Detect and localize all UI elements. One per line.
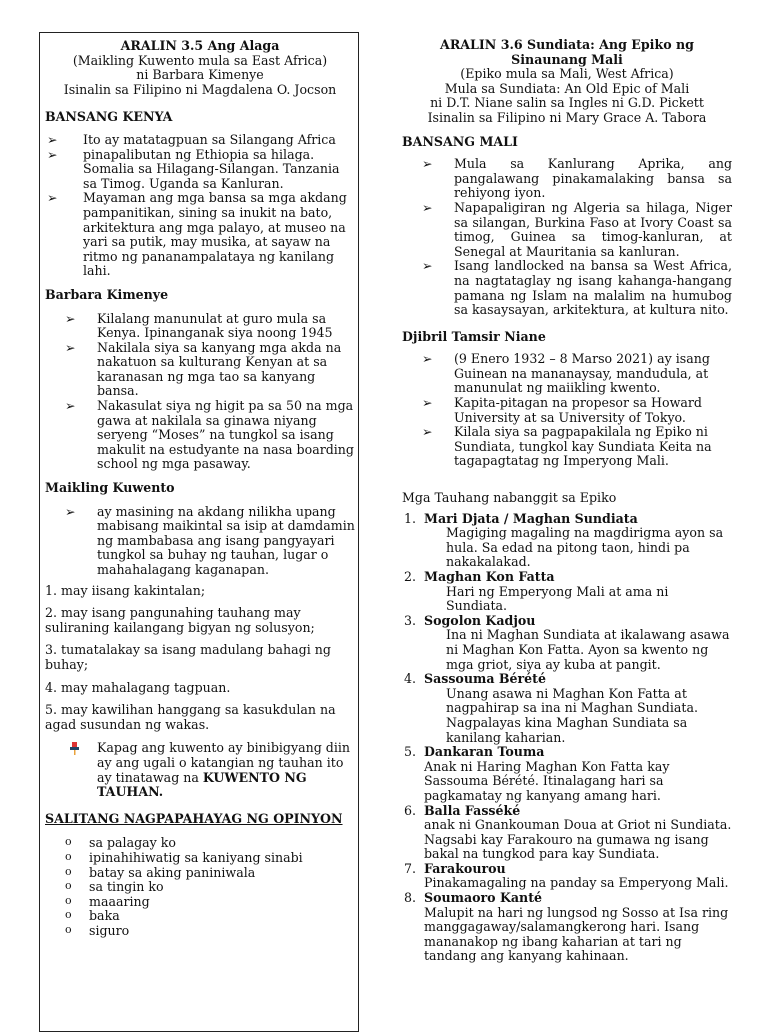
list-item: ➢ Isang landlocked na bansa sa West Africa, na nagtataglay ng isang kahanga-hangang pamana ng Islam na malalim na humubog sa kasaysayan, arkitektura, at kultura nito. — [422, 258, 732, 318]
arrow-bullet-icon: ➢ — [65, 398, 76, 414]
section-heading: BANSANG KENYA — [45, 109, 173, 125]
list-item: ➢ Kilalang manunulat at guro mula sa Kenya. Ipinanganak siya noong 1945 — [65, 310, 333, 341]
circle-bullet-icon: o — [65, 849, 72, 863]
list-item: ➢ (9 Enero 1932 – 8 Marso 2021) ay isang Guinean na mananaysay, mandudula, at manunulat ng maiikling kwento. — [422, 351, 710, 396]
circle-bullet-icon: o — [65, 908, 72, 922]
lesson-title-cont: Sinaunang Mali — [511, 51, 623, 67]
list-item: ➢ Nakasulat siya ng higit pa sa 50 na mga gawa at nakilala sa ginawa niyang seryeng “Moses” na tungkol sa isang makulit na estudyante na nasa boarding school ng mga pasaway. — [65, 398, 354, 472]
character-item: 4. Sassouma Bérété Unang asawa ni Maghan Kon Fatta at nagpahirap sa ina ni Maghan Sundiata. Nagpalayas kina Maghan Sundiata sa kanilang kaharian. — [402, 672, 732, 745]
arrow-bullet-icon: ➢ — [47, 146, 58, 162]
circle-bullet-icon: o — [65, 893, 72, 907]
numbered-item: 5. may kawilihan hanggang sa kasukdulan na agad susundan ng wakas. — [45, 702, 336, 732]
arrow-bullet-icon: ➢ — [422, 156, 433, 172]
character-name: Soumaoro Kanté — [424, 890, 543, 906]
character-name: Balla Fasséké — [424, 802, 521, 818]
left-panel — [39, 32, 359, 1032]
character-item: 3. Sogolon Kadjou Ina ni Maghan Sundiata at ikalawang asawa ni Maghan Kon Fatta. Ayon sa kwento ng mga griot, siya ay kuba at pangit. — [402, 614, 732, 672]
arrow-bullet-icon: ➢ — [422, 199, 433, 215]
list-item: o batay sa aking paniniwala — [65, 864, 256, 880]
numbered-item: 1. may iisang kakintalan; — [45, 582, 206, 598]
list-item: ➢ Mula sa Kanlurang Aprika, ang pangalawang pinakamalaking bansa sa rehiyong iyon. — [422, 156, 732, 201]
arrow-bullet-icon: ➢ — [65, 339, 76, 355]
arrow-bullet-icon: ➢ — [65, 503, 76, 519]
section-heading: Djibril Tamsir Niane — [402, 328, 546, 344]
pushpin-icon — [67, 741, 81, 755]
note-item — [45, 741, 355, 799]
character-item: 8. Soumaoro Kanté Malupit na hari ng lungsod ng Sosso at Isa ring manggagaway/salamangkerong hari. Isang mananakop ng ibang kaharian at tari ng tandang ang kanyang kahinaan. — [402, 891, 732, 964]
arrow-bullet-icon: ➢ — [47, 190, 58, 206]
character-desc: Malupit na hari ng lungsod ng Sosso at Isa ring manggagaway/salamangkerong hari. Isang mananakop ng ibang kaharian at tari ng tandang ang kanyang kahinaan. — [424, 904, 729, 964]
numbered-item: 2. may isang pangunahing tauhang may suliraning kailangang bigyan ng solusyon; — [45, 605, 315, 635]
lesson-title: ARALIN 3.5 Ang Alaga — [120, 38, 280, 53]
list-item: o sa tingin ko — [65, 879, 164, 895]
numbered-item: 3. tumatalakay sa isang madulang bahagi ng buhay; — [45, 642, 331, 672]
lesson-translator: Isinalin sa Filipino ni Mary Grace A. Tabora — [427, 109, 707, 125]
character-desc: Magiging magaling na magdirigma ayon sa hula. Sa edad na pitong taon, hindi pa nakakalakad. — [446, 525, 724, 570]
character-name: Sassouma Bérété — [424, 671, 546, 687]
list-item: o ipinahihiwatig sa kaniyang sinabi — [65, 849, 303, 865]
list-item: ➢ Napapaligiran ng Algeria sa hilaga, Niger sa silangan, Burkina Faso at Ivory Coast sa timog, Guinea sa timog-kanluran, at Senegal at Mauritania sa kanluran. — [422, 199, 732, 259]
list-item: ➢ ay masining na akdang nilikha upang mabisang maikintal sa isip at damdamin ng mambabasa ang isang pangyayari tungkol sa buhay ng tauhan, lugar o mahahalagang kaganapan. — [65, 503, 355, 577]
character-name: Maghan Kon Fatta — [424, 569, 555, 584]
circle-bullet-icon: o — [65, 864, 72, 878]
character-desc: Pinakamagaling na panday sa Emperyong Mali. — [424, 875, 729, 891]
character-name: Mari Djata / Maghan Sundiata — [424, 510, 638, 526]
section-heading: BANSANG MALI — [402, 133, 518, 149]
arrow-bullet-icon: ➢ — [47, 131, 58, 147]
arrow-bullet-icon: ➢ — [65, 310, 76, 326]
right-panel — [402, 38, 732, 964]
lesson-title: ARALIN 3.6 Sundiata: Ang Epiko ng — [440, 37, 694, 52]
left-content — [45, 39, 355, 938]
list-item: o sa palagay ko — [65, 835, 176, 851]
arrow-bullet-icon: ➢ — [422, 258, 433, 274]
list-item: ➢ Ito ay matatagpuan sa Silangang Africa — [47, 131, 336, 147]
character-name: Farakourou — [424, 860, 506, 876]
section-heading: Maikling Kuwento — [45, 480, 175, 496]
note-text: Kapag ang kuwento ay binibigyang diin ay ang ugali o katangian ng tauhan ito ay tinatawag na — [97, 740, 351, 785]
list-item: ➢ Mayaman ang mga bansa sa mga akdang pampanitikan, sining sa inukit na bato, arkitektura ang mga palayo, at museo na yari sa putik, may musika, at sayaw na ritmo ng pananampalataya ng kanilang lahi. — [47, 190, 347, 279]
lesson-author: ni D.T. Niane salin sa Ingles ni G.D. Pickett — [430, 95, 704, 111]
circle-bullet-icon: o — [65, 835, 72, 849]
character-name: Sogolon Kadjou — [424, 612, 536, 628]
list-item: ➢ Nakilala siya sa kanyang mga akda na nakatuon sa kulturang Kenyan at sa karanasan ng mga tao sa kanyang bansa. — [65, 339, 342, 399]
character-desc: Unang asawa ni Maghan Kon Fatta at nagpahirap sa ina ni Maghan Sundiata. Nagpalayas kina Maghan Sundiata sa kanilang kaharian. — [446, 685, 698, 745]
lesson-author: ni Barbara Kimenye — [136, 67, 264, 83]
circle-bullet-icon: o — [65, 879, 72, 893]
list-item: ➢ pinapalibutan ng Ethiopia sa hilaga. Somalia sa Hilagang-Silangan. Tanzania sa Timog. Uganda sa Kanluran. — [47, 146, 340, 191]
circle-bullet-icon: o — [65, 922, 72, 936]
lesson-subtitle: (Maikling Kuwento mula sa East Africa) — [72, 52, 328, 68]
note-emphasis: KUWENTO NG TAUHAN. — [97, 769, 307, 800]
numbered-item: 4. may mahalagang tagpuan. — [45, 679, 231, 695]
lesson-subtitle: (Epiko mula sa Mali, West Africa) — [460, 66, 674, 82]
section-heading: Mga Tauhang nabanggit sa Epiko — [402, 490, 617, 506]
lesson-translator: Isinalin sa Filipino ni Magdalena O. Jocson — [63, 81, 337, 97]
section-heading: SALITANG NAGPAPAHAYAG NG OPINYON — [45, 810, 343, 826]
character-desc: Anak ni Haring Maghan Kon Fatta kay Sassouma Bérété. Itinalagang hari sa pagkamatay ng kanyang amang hari. — [424, 758, 670, 803]
list-item: o baka — [65, 908, 120, 924]
character-item: 5. Dankaran Touma Anak ni Haring Maghan Kon Fatta kay Sassouma Bérété. Itinalagang hari sa pagkamatay ng kanyang amang hari. — [402, 745, 732, 803]
list-item: o siguro — [65, 922, 130, 938]
lesson-source: Mula sa Sundiata: An Old Epic of Mali — [444, 80, 690, 96]
arrow-bullet-icon: ➢ — [422, 395, 433, 411]
character-desc: Hari ng Emperyong Mali at ama ni Sundiata. — [446, 583, 669, 614]
character-desc: anak ni Gnankouman Doua at Griot ni Sundiata. Nagsabi kay Farakouro na gumawa ng isang bakal na tungkod para kay Sundiata. — [424, 817, 732, 862]
character-item: 6. Balla Fasséké anak ni Gnankouman Doua at Griot ni Sundiata. Nagsabi kay Farakouro na gumawa ng isang bakal na tungkod para kay Sundiata. — [404, 802, 732, 862]
list-item: o maaaring — [65, 893, 150, 909]
character-name: Dankaran Touma — [424, 744, 545, 760]
character-item: 1. Mari Djata / Maghan Sundiata Magiging magaling na magdirigma ayon sa hula. Sa edad na pitong taon, hindi pa nakakalakad. — [402, 512, 732, 570]
arrow-bullet-icon: ➢ — [422, 424, 433, 440]
section-heading: Barbara Kimenye — [45, 286, 169, 302]
character-list — [402, 512, 732, 964]
list-item: ➢ Kilala siya sa pagpapakilala ng Epiko ni Sundiata, tungkol kay Sundiata Keita na tagapagtatag ng Imperyong Mali. — [422, 424, 712, 469]
list-item: ➢ Kapita-pitagan na propesor sa Howard University at sa University of Tokyo. — [422, 395, 702, 425]
character-desc: Ina ni Maghan Sundiata at ikalawang asawa ni Maghan Kon Fatta. Ayon sa kwento ng mga griot, siya ay kuba at pangit. — [446, 627, 730, 672]
character-item: 2. Maghan Kon Fatta Hari ng Emperyong Mali at ama ni Sundiata. — [402, 570, 732, 614]
arrow-bullet-icon: ➢ — [422, 351, 433, 367]
character-item: 7. Farakourou Pinakamagaling na panday sa Emperyong Mali. — [402, 862, 732, 891]
